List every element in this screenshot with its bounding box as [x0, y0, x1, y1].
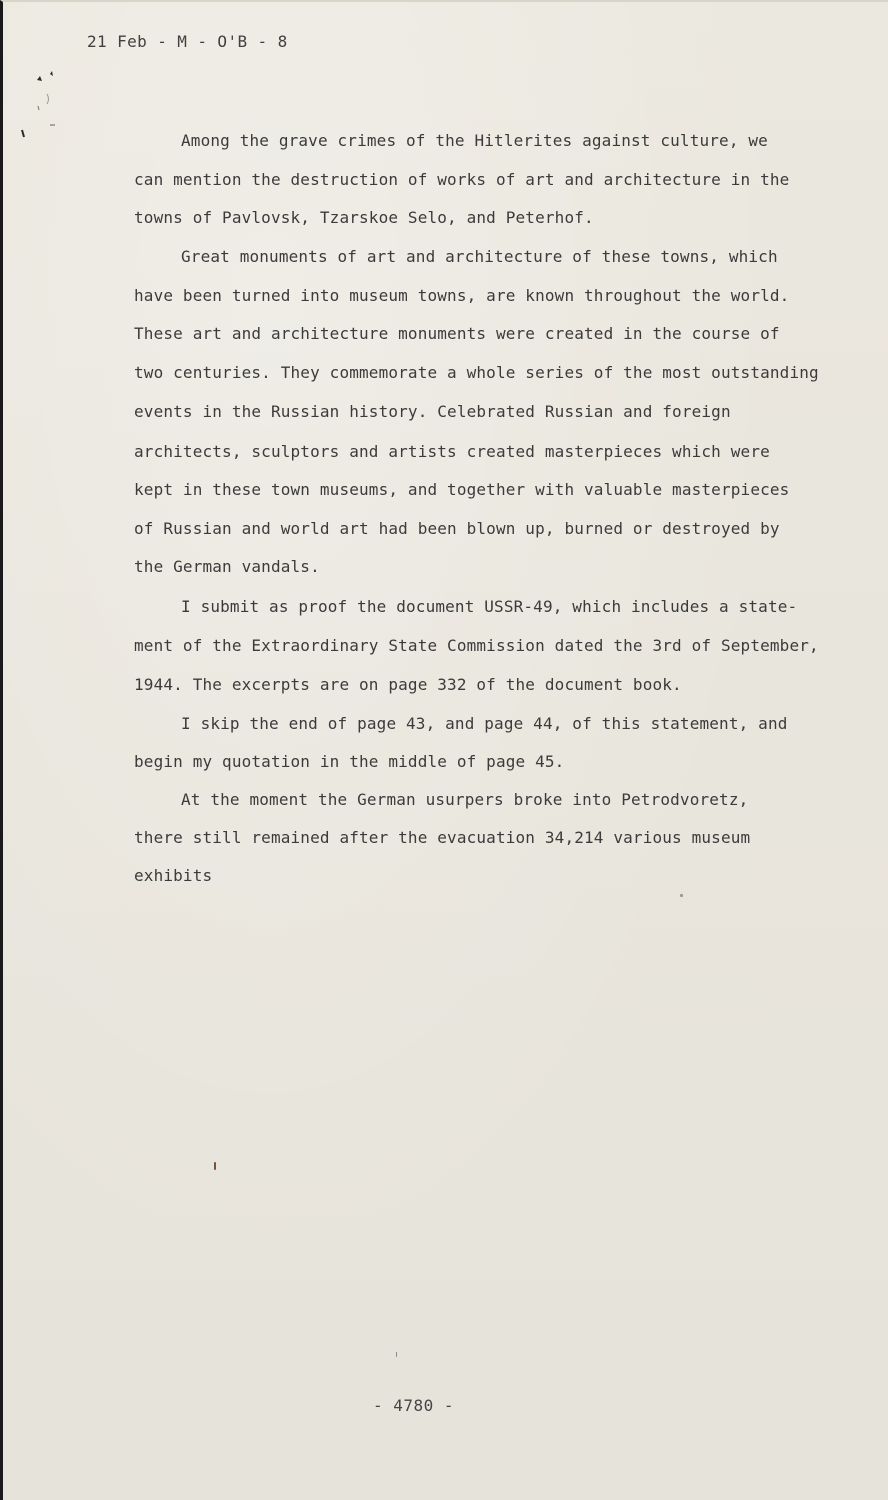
text-line: towns of Pavlovsk, Tzarskoe Selo, and Peterhof. [134, 208, 594, 227]
paper-speck [396, 1352, 397, 1357]
text-line: 1944. The excerpts are on page 332 of the document book. [134, 675, 682, 694]
text-line: of Russian and world art had been blown up, burned or destroyed by [134, 519, 780, 538]
text-line: can mention the destruction of works of art and architecture in the [134, 170, 790, 189]
page-header: 21 Feb - M - O'B - 8 [87, 32, 288, 51]
text-line: the German vandals. [134, 557, 320, 576]
text-line: I submit as proof the document USSR-49, which includes a state- [181, 597, 798, 616]
text-line: I skip the end of page 43, and page 44, of this statement, and [181, 714, 788, 733]
text-line: there still remained after the evacuation 34,214 various museum [134, 828, 751, 847]
text-line: These art and architecture monuments were created in the course of [134, 324, 780, 343]
text-line: events in the Russian history. Celebrated Russian and foreign [134, 402, 731, 421]
paper-speck [680, 894, 683, 897]
text-line: kept in these town museums, and together with valuable masterpieces [134, 480, 790, 499]
page-number: - 4780 - [373, 1396, 455, 1415]
text-line: Among the grave crimes of the Hitlerites against culture, we [181, 131, 768, 150]
text-line: ment of the Extraordinary State Commission dated the 3rd of September, [134, 636, 819, 655]
text-line: have been turned into museum towns, are known throughout the world. [134, 286, 790, 305]
text-line: two centuries. They commemorate a whole series of the most outstanding [134, 363, 819, 382]
text-line: architects, sculptors and artists created masterpieces which were [134, 442, 770, 461]
text-line: exhibits [134, 866, 213, 885]
margin-marks [17, 70, 57, 150]
text-line: Great monuments of art and architecture of these towns, which [181, 247, 778, 266]
paper-speck [214, 1162, 216, 1170]
text-line: At the moment the German usurpers broke into Petrodvoretz, [181, 790, 749, 809]
text-line: begin my quotation in the middle of page 45. [134, 752, 565, 771]
